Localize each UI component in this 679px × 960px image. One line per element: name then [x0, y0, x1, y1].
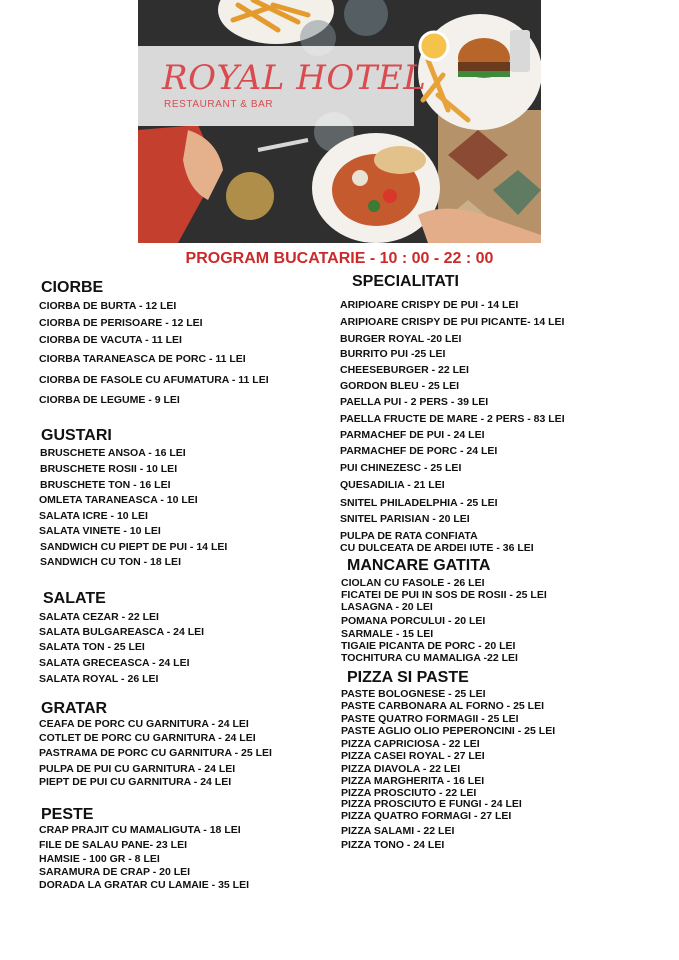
section-title-gustari: GUSTARI	[41, 427, 112, 444]
menu-item: SNITEL PARISIAN - 20 LEI	[340, 513, 470, 525]
menu-item: QUESADILIA - 21 LEI	[340, 479, 445, 491]
menu-item: PASTE AGLIO OLIO PEPERONCINI - 25 LEI	[341, 725, 556, 737]
menu-item: PUI CHINEZESC - 25 LEI	[340, 462, 462, 474]
menu-item: PULPA DE RATA CONFIATA	[340, 530, 478, 542]
menu-item: CRAP PRAJIT CU MAMALIGUTA - 18 LEI	[39, 824, 241, 836]
menu-item: SALATA ROYAL - 26 LEI	[39, 673, 159, 685]
menu-item: SALATA CEZAR - 22 LEI	[39, 611, 159, 623]
menu-item: HAMSIE - 100 GR - 8 LEI	[39, 853, 160, 865]
menu-item: PAELLA FRUCTE DE MARE - 2 PERS - 83 LEI	[340, 413, 565, 425]
menu-item: FILE DE SALAU PANE- 23 LEI	[39, 839, 187, 851]
menu-item: CHEESEBURGER - 22 LEI	[340, 364, 469, 376]
menu-item: PAELLA PUI - 2 PERS - 39 LEI	[340, 396, 489, 408]
menu-item: SNITEL PHILADELPHIA - 25 LEI	[340, 497, 498, 509]
menu-item: ARIPIOARE CRISPY DE PUI - 14 LEI	[340, 299, 519, 311]
menu-item: CIORBA TARANEASCA DE PORC - 11 LEI	[39, 353, 246, 365]
menu-item: CEAFA DE PORC CU GARNITURA - 24 LEI	[39, 718, 249, 730]
section-title-gratar: GRATAR	[41, 700, 108, 717]
menu-item: SANDWICH CU PIEPT DE PUI - 14 LEI	[40, 541, 228, 553]
menu-item: PIZZA TONO - 24 LEI	[341, 839, 445, 851]
menu-item: PULPA DE PUI CU GARNITURA - 24 LEI	[39, 763, 236, 775]
menu-item: SALATA GRECEASCA - 24 LEI	[39, 657, 190, 669]
menu-item: PIZZA PROSCIUTO E FUNGI - 24 LEI	[341, 798, 522, 810]
menu-item: PIZZA QUATRO FORMAGI - 27 LEI	[341, 810, 512, 822]
menu-item: OMLETA TARANEASCA - 10 LEI	[39, 494, 198, 506]
menu-item: GORDON BLEU - 25 LEI	[340, 380, 460, 392]
section-title-mancare-gatita: MANCARE GATITA	[347, 557, 491, 574]
menu-item: ARIPIOARE CRISPY DE PUI PICANTE- 14 LEI	[340, 316, 565, 328]
menu-item: SALATA VINETE - 10 LEI	[39, 525, 161, 537]
section-title-specialitati: SPECIALITATI	[352, 273, 459, 290]
menu-item: CU DULCEATA DE ARDEI IUTE - 36 LEI	[340, 542, 534, 554]
menu-item: TIGAIE PICANTA DE PORC - 20 LEI	[341, 640, 516, 652]
menu-item: CIOLAN CU FASOLE - 26 LEI	[341, 577, 485, 589]
menu-item: SARAMURA DE CRAP - 20 LEI	[39, 866, 191, 878]
menu-item: SARMALE - 15 LEI	[341, 628, 434, 640]
menu-item: PIZZA DIAVOLA - 22 LEI	[341, 763, 461, 775]
menu-item: PIZZA SALAMI - 22 LEI	[341, 825, 455, 837]
menu-item: PASTRAMA DE PORC CU GARNITURA - 25 LEI	[39, 747, 272, 759]
section-title-salate: SALATE	[43, 590, 106, 607]
menu-item: PIZZA MARGHERITA - 16 LEI	[341, 775, 485, 787]
menu-item: CIORBA DE BURTA - 12 LEI	[39, 300, 177, 312]
menu-item: CIORBA DE LEGUME - 9 LEI	[39, 394, 180, 406]
menu-item: BRUSCHETE TON - 16 LEI	[40, 479, 171, 491]
section-title-peste: PESTE	[41, 806, 94, 823]
menu-item: CIORBA DE FASOLE CU AFUMATURA - 11 LEI	[39, 374, 269, 386]
menu-item: PIZZA PROSCIUTO - 22 LEI	[341, 787, 477, 799]
section-title-ciorbe: CIORBE	[41, 279, 104, 296]
menu-item: FICATEI DE PUI IN SOS DE ROSII - 25 LEI	[341, 589, 547, 601]
menu-item: SANDWICH CU TON - 18 LEI	[40, 556, 181, 568]
menu-item: SALATA BULGAREASCA - 24 LEI	[39, 626, 205, 638]
menu-item: PIZZA CAPRICIOSA - 22 LEI	[341, 738, 480, 750]
menu-item: BRUSCHETE ROSII - 10 LEI	[40, 463, 178, 475]
menu-item: PIZZA CASEI ROYAL - 27 LEI	[341, 750, 485, 762]
menu-item: COTLET DE PORC CU GARNITURA - 24 LEI	[39, 732, 256, 744]
menu-item: PASTE BOLOGNESE - 25 LEI	[341, 688, 486, 700]
menu-item: LASAGNA - 20 LEI	[341, 601, 433, 613]
menu-item: SALATA TON - 25 LEI	[39, 641, 145, 653]
header-photo	[138, 0, 541, 243]
menu-item: PASTE QUATRO FORMAGII - 25 LEI	[341, 713, 519, 725]
menu-item: CIORBA DE PERISOARE - 12 LEI	[39, 317, 203, 329]
menu-item: POMANA PORCULUI - 20 LEI	[341, 615, 486, 627]
menu-item: SALATA ICRE - 10 LEI	[39, 510, 148, 522]
logo-subtitle: RESTAURANT & BAR	[164, 99, 274, 110]
menu-item: DORADA LA GRATAR CU LAMAIE - 35 LEI	[39, 879, 249, 891]
menu-item: PASTE CARBONARA AL FORNO - 25 LEI	[341, 700, 545, 712]
kitchen-hours: PROGRAM BUCATARIE - 10 : 00 - 22 : 00	[185, 250, 494, 267]
menu-item: PARMACHEF DE PORC - 24 LEI	[340, 445, 498, 457]
menu-item: BURRITO PUI -25 LEI	[340, 348, 446, 360]
menu-item: CIORBA DE VACUTA - 11 LEI	[39, 334, 182, 346]
menu-item: PIEPT DE PUI CU GARNITURA - 24 LEI	[39, 776, 232, 788]
menu-item: BRUSCHETE ANSOA - 16 LEI	[40, 447, 186, 459]
section-title-pizza-si-paste: PIZZA SI PASTE	[347, 669, 469, 686]
logo-title: ROYAL HOTEL	[162, 58, 427, 98]
menu-item: TOCHITURA CU MAMALIGA -22 LEI	[341, 652, 518, 664]
menu-item: PARMACHEF DE PUI - 24 LEI	[340, 429, 485, 441]
menu-item: BURGER ROYAL -20 LEI	[340, 333, 462, 345]
